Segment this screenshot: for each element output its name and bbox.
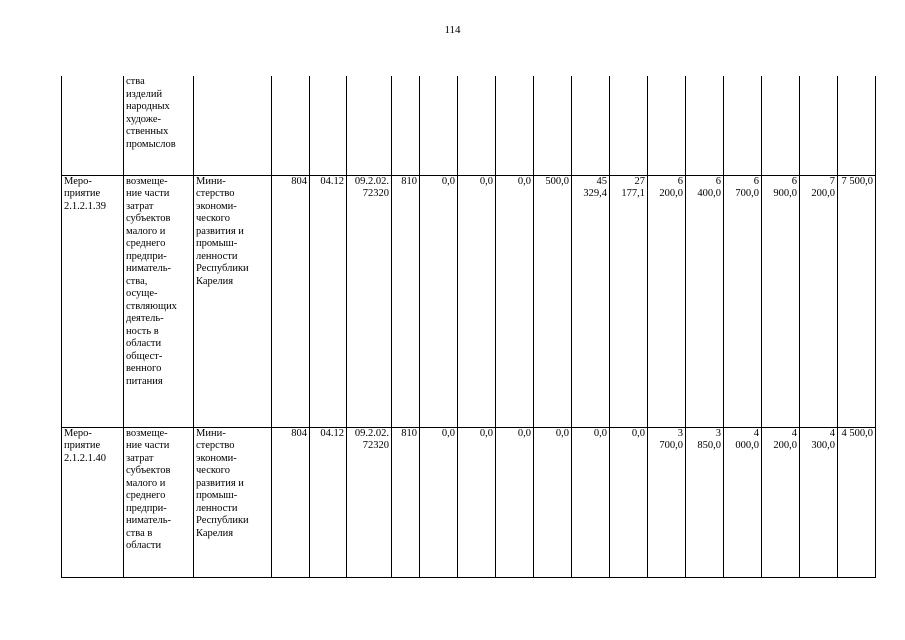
- value-cell: [838, 76, 876, 175]
- budget-table: [61, 76, 876, 578]
- grbs-cell: [272, 76, 310, 175]
- value-cell: 0,0: [496, 427, 534, 577]
- table-row: [62, 76, 876, 175]
- value-cell: 0,0: [534, 427, 572, 577]
- value-cell: 0,0: [420, 427, 458, 577]
- grbs-cell: 804: [272, 175, 310, 427]
- row-id-cell: Меро- приятие 2.1.2.1.40: [62, 427, 124, 577]
- rzpr-cell: [310, 76, 347, 175]
- value-cell: 6 200,0: [648, 175, 686, 427]
- row-description-cell: возмеще- ние части затрат субъектов малого и среднего предпри- ниматель- ства, осуще- ствляющих деятель- ность в области общест- венного питания: [124, 175, 194, 427]
- vr-cell: [392, 76, 420, 175]
- value-cell: 27 177,1: [610, 175, 648, 427]
- rzpr-cell: 04.12: [310, 175, 347, 427]
- value-cell: 6 700,0: [724, 175, 762, 427]
- value-cell: 0,0: [572, 427, 610, 577]
- row-ministry-cell: [194, 76, 272, 175]
- csr-cell: [347, 76, 392, 175]
- value-cell: 500,0: [534, 175, 572, 427]
- grbs-cell: 804: [272, 427, 310, 577]
- value-cell: 6 900,0: [762, 175, 800, 427]
- page-number: 114: [444, 24, 461, 36]
- value-cell: [686, 76, 724, 175]
- value-cell: [762, 76, 800, 175]
- value-cell: 0,0: [420, 175, 458, 427]
- value-cell: 0,0: [496, 175, 534, 427]
- row-ministry-cell: Мини- стерство экономи- ческого развития и промыш- ленности Республики Карелия: [194, 427, 272, 577]
- value-cell: 4 300,0: [800, 427, 838, 577]
- value-cell: 6 400,0: [686, 175, 724, 427]
- value-cell: 7 500,0: [838, 175, 876, 427]
- value-cell: 3 850,0: [686, 427, 724, 577]
- row-description-cell: ства изделий народных художе- ственных промыслов: [124, 76, 194, 175]
- row-id-cell: Меро- приятие 2.1.2.1.39: [62, 175, 124, 427]
- table-row: [62, 427, 876, 577]
- csr-cell: 09.2.02. 72320: [347, 427, 392, 577]
- value-cell: [800, 76, 838, 175]
- vr-cell: 810: [392, 175, 420, 427]
- value-cell: [534, 76, 572, 175]
- value-cell: [648, 76, 686, 175]
- value-cell: 4 200,0: [762, 427, 800, 577]
- value-cell: [572, 76, 610, 175]
- value-cell: 7 200,0: [800, 175, 838, 427]
- value-cell: [496, 76, 534, 175]
- value-cell: 0,0: [458, 175, 496, 427]
- row-id-cell: [62, 76, 124, 175]
- value-cell: 3 700,0: [648, 427, 686, 577]
- value-cell: [420, 76, 458, 175]
- value-cell: 4 500,0: [838, 427, 876, 577]
- rzpr-cell: 04.12: [310, 427, 347, 577]
- value-cell: 0,0: [610, 427, 648, 577]
- value-cell: 0,0: [458, 427, 496, 577]
- table-row: [62, 175, 876, 427]
- value-cell: 45 329,4: [572, 175, 610, 427]
- csr-cell: 09.2.02. 72320: [347, 175, 392, 427]
- value-cell: 4 000,0: [724, 427, 762, 577]
- vr-cell: 810: [392, 427, 420, 577]
- value-cell: [724, 76, 762, 175]
- row-description-cell: возмеще- ние части затрат субъектов малого и среднего предпри- ниматель- ства в области: [124, 427, 194, 577]
- value-cell: [610, 76, 648, 175]
- row-ministry-cell: Мини- стерство экономи- ческого развития и промыш- ленности Республики Карелия: [194, 175, 272, 427]
- value-cell: [458, 76, 496, 175]
